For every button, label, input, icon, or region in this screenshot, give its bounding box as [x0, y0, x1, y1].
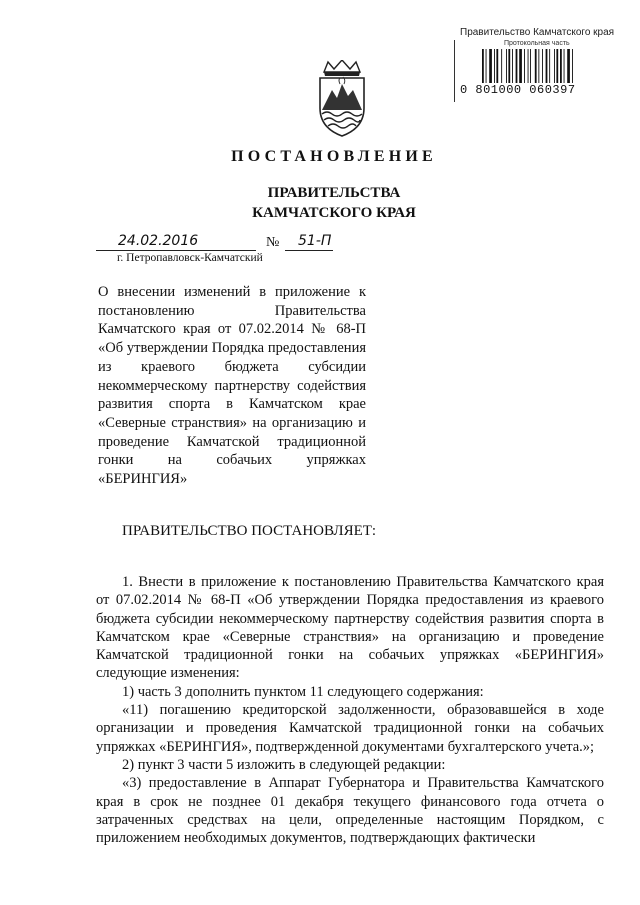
document-title: ПОСТАНОВЛЕНИЕ — [231, 148, 437, 165]
issue-city: г. Петропавловск-Камчатский — [117, 252, 263, 264]
coat-of-arms-icon — [310, 60, 374, 138]
stamp-organization: Правительство Камчатского края — [460, 27, 615, 38]
number-label: № — [266, 235, 280, 250]
paragraph-5: «3) предоставление в Аппарат Губернатора и Правительства Камчатского края в срок не позднее 01 декабря текущего финансового года отчета о затраченных средствах на цели, определенные настоящим Порядком, с приложением необходимых документов, подтверждающих фактически — [96, 775, 604, 847]
document-date: 24.02.2016 — [118, 233, 199, 249]
paragraph-3: «11) погашению кредиторской задолженности, образовавшейся в ходе организации и проведения Камчатской традиционной гонки на собачьих упряжках «БЕРИНГИЯ», подтвержденной документами бухгалтерского учета.»; — [96, 702, 604, 755]
document-body — [96, 573, 604, 847]
issuer-line-2: КАМЧАТСКОГО КРАЯ — [252, 205, 416, 221]
document-subject: О внесении изменений в приложение к постановлению Правительства Камчатского края от 07.02.2014 № 68-П «Об утверждении Порядка предоставления из краевого бюджета субсидии некоммерческому партнерству содействия развития спорта в Камчатском крае «Северные странствия» на организацию и проведение Камчатской традиционной гонки на собачьих упряжках «БЕРИНГИЯ» — [98, 284, 366, 488]
paragraph-1: 1. Внести в приложение к постановлению Правительства Камчатского края от 07.02.2014 № 68-П «Об утверждении Порядка предоставления из краевого бюджета субсидии некоммерческому партнерству содействия развития спорта в Камчатском крае «Северные странствия» на организацию и проведение Камчатской традиционной гонки на собачьих упряжках «БЕРИНГИЯ» следующие изменения: — [96, 574, 604, 682]
stamp-section: Протокольная часть — [504, 40, 570, 47]
decree-heading: ПРАВИТЕЛЬСТВО ПОСТАНОВЛЯЕТ: — [122, 523, 377, 539]
paragraph-4: 2) пункт 3 части 5 изложить в следующей редакции: — [122, 756, 446, 773]
document-number: 51-П — [298, 233, 332, 249]
number-underline — [285, 250, 333, 251]
paragraph-2: 1) часть 3 дополнить пунктом 11 следующего содержания: — [122, 683, 484, 700]
issuer-line-1: ПРАВИТЕЛЬСТВА — [267, 185, 401, 201]
barcode-number: 0 801000 060397 — [460, 83, 576, 97]
date-underline — [96, 250, 256, 251]
